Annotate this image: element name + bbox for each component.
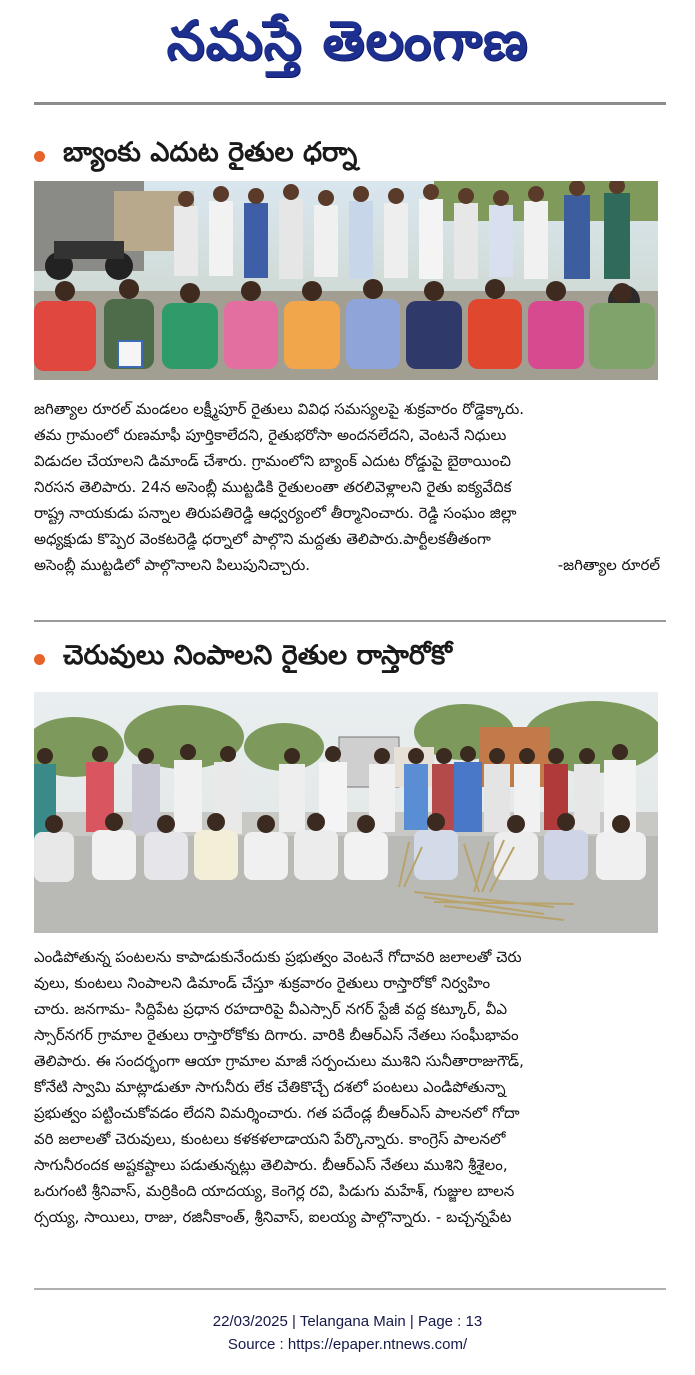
story-2-line: వరి జలాలతో చెరువులు, కుంటలు కళకళలాడాయని పేర్కొన్నారు. కాంగ్రెస్ పాలనలో — [34, 1130, 506, 1148]
story-1-headline-text: బ్యాంకు ఎదుట రైతుల ధర్నా — [63, 137, 358, 168]
story-1-dateline: -జగిత్యాల రూరల్ — [557, 556, 660, 574]
masthead — [0, 0, 695, 95]
story-1-line: విడుదల చేయాలని డిమాండ్ చేశారు. గ్రామంలోని బ్యాంక్ ఎదుట రోడ్డుపై బైఠాయించి — [34, 452, 512, 470]
story-1-line: రాష్ట్ర నాయకుడు పన్నాల తిరుపతిరెడ్డి ఆధ్వర్యంలో తీర్మానించారు. రెడ్డి సంఘం జిల్లా — [34, 504, 517, 522]
story-1-line: తమ గ్రామంలో రుణమాఫీ పూర్తికాలేదని, రైతుభరోసా అందనలేదని, వెంటనే నిధులు — [34, 426, 507, 444]
story-2-body — [34, 944, 660, 1230]
bullet-icon — [34, 654, 45, 665]
story-2-line: వులు, కుంటలు నింపాలని డిమాండ్ చేస్తూ శుక్రవారం రైతులు రాస్తారోకో నిర్వహిం — [34, 974, 491, 992]
story-2-line: ఎండిపోతున్న పంటలను కాపాడుకునేందుకు ప్రభుత్వం వెంటనే గోదావరి జలాలతో చెరు — [34, 948, 522, 966]
story-1-line: నిరసన తెలిపారు. 24న అసెంబ్లీ ముట్టడికి రైతులంతా తరలివెళ్లాలని రైతు ఐక్యవేదిక — [34, 478, 512, 496]
story-2-headline — [34, 640, 452, 678]
story-divider — [34, 620, 666, 622]
story-2-line: ఒరుగంటి శ్రీనివాస్, మర్రికింది యాదయ్య, కెంగెర్ల రవి, పిడుగు మహేశ్, గుజ్జుల బాలన — [34, 1182, 515, 1200]
story-1-headline — [34, 137, 357, 175]
story-2-line: చారు. జనగామ- సిద్దిపేట ప్రధాన రహదారిపై వీఎస్సార్ నగర్ స్టేజీ వద్ద కట్కూర్, వీఎ — [34, 1000, 508, 1018]
story-2-line: తెలిపారు. ఈ సందర్భంగా ఆయా గ్రామాల మాజీ సర్పంచులు ముశిని సునీతారాజుగౌడ్, — [34, 1052, 524, 1070]
story-1-photo — [34, 181, 658, 380]
story-1-line: అసెంబ్లీ ముట్టడిలో పాల్గొనాలని పిలుపునిచ్చారు. — [34, 556, 311, 574]
footer-divider — [34, 1288, 666, 1290]
story-2-line: స్సార్‌నగర్ గ్రామాల రైతులు రాస్తారోకోకు దిగారు. వారికి బీఆర్ఎస్ నేతలు సంఘీభావం — [34, 1026, 519, 1044]
story-2-line: ర్సయ్య, సాయిలు, రాజు, రజినీకాంత్, శ్రీనివాస్, ఐలయ్య పాల్గొన్నారు. - బచ్చన్నపేట — [34, 1208, 512, 1226]
story-1-body — [34, 396, 660, 578]
newspaper-logo: నమస్తే తెలంగాణ — [166, 9, 529, 72]
edition-info: 22/03/2025 | Telangana Main | Page : 13 — [212, 1313, 483, 1330]
story-2-line: కోనేటి స్వామి మాట్లాడుతూ సాగునీరు లేక చేతికొచ్చే దశలో పంటలు ఎండిపోతున్నా — [34, 1078, 506, 1096]
story-1-line: అధ్యక్షుడు కొప్పెర వెంకటరెడ్డి ధర్నాలో పాల్గొని మద్దతు తెలిపారు.పార్టీలకతీతంగా — [34, 530, 491, 548]
story-2-line: ప్రభుత్వం పట్టించుకోవడం లేదని విమర్శించారు. గత పదేండ్ల బీఆర్ఎస్ పాలనలో గోదా — [34, 1104, 520, 1122]
masthead-divider — [34, 102, 666, 105]
source-link[interactable]: Source : https://epaper.ntnews.com/ — [227, 1336, 468, 1353]
story-2-photo — [34, 692, 658, 933]
story-2-line: సాగునీరందక అష్టకష్టాలు పడుతున్నట్లు తెలిపారు. బీఆర్ఎస్ నేతలు ముశిని శ్రీశైలం, — [34, 1156, 508, 1174]
story-2-headline-text: చెరువులు నింపాలని రైతుల రాస్తారోకో — [63, 640, 452, 671]
bullet-icon — [34, 151, 45, 162]
story-1-last-line — [34, 552, 660, 578]
story-1-line: జగిత్యాల రూరల్ మండలం లక్ష్మీపూర్ రైతులు వివిధ సమస్యలపై శుక్రవారం రోడ్డెక్కారు. — [34, 400, 525, 418]
